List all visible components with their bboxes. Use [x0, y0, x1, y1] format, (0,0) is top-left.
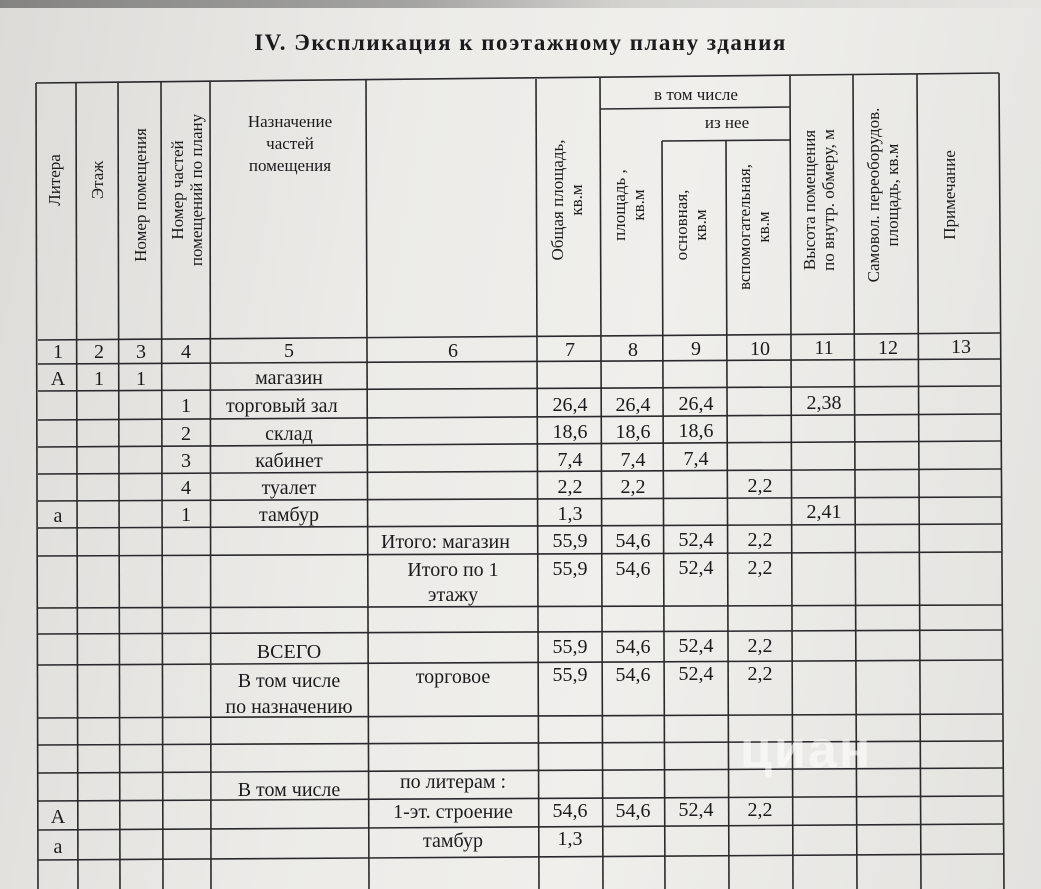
colnum-7: 7 [565, 339, 575, 361]
header-height-l1: Высота помещения [800, 129, 819, 271]
r10-main: 52,4 [678, 663, 714, 685]
r11-by: по литерам : [399, 771, 507, 793]
header-height [800, 100, 838, 300]
r8-label-l2: этажу [427, 584, 479, 606]
r4-area: 7,4 [620, 449, 646, 471]
header-aux-area-l2: кв.м [754, 211, 773, 243]
header-aux-area [735, 142, 773, 312]
header-floor: Этаж [88, 160, 107, 200]
colnum-4: 4 [181, 341, 191, 363]
header-main-area [672, 150, 710, 300]
r12-area: 54,6 [615, 800, 651, 822]
r1-litera: А [50, 368, 66, 390]
r10-area: 54,6 [615, 664, 651, 686]
r12-litera: А [50, 806, 66, 828]
r2-total: 26,4 [552, 394, 588, 416]
r5-name: туалет [261, 477, 317, 499]
header-purpose-l1: Назначение [247, 112, 333, 131]
colnum-1: 1 [53, 341, 63, 363]
r8-aux: 2,2 [747, 557, 773, 579]
r7-aux: 2,2 [747, 529, 773, 551]
header-main-area-l1: основная, [672, 189, 691, 261]
colnum-2: 2 [94, 341, 104, 363]
r10-aux: 2,2 [747, 663, 773, 685]
header-unauthorized-l1: Самовол. переоборудов. [864, 107, 883, 283]
r8-main: 52,4 [678, 557, 714, 579]
header-area-l1: площадь , [610, 169, 629, 241]
r2-part: 1 [181, 395, 191, 417]
header-purpose-l3: помещения [248, 156, 332, 175]
header-of-which: из нее [704, 113, 750, 132]
r12-total: 54,6 [552, 800, 588, 822]
r8-total: 55,9 [552, 558, 588, 580]
r3-main: 18,6 [678, 420, 714, 442]
r11-label: В том числе [237, 779, 341, 801]
header-area [610, 130, 648, 280]
r12-main: 52,4 [678, 799, 714, 821]
r13-name: тамбур [423, 830, 483, 852]
r8-label-l1: Итого по 1 [407, 559, 499, 581]
r4-name: кабинет [255, 450, 323, 472]
colnum-12: 12 [878, 337, 898, 359]
colnum-10: 10 [750, 338, 770, 360]
r6-litera: а [53, 505, 63, 527]
r6-part: 1 [181, 504, 191, 526]
r9-aux: 2,2 [747, 635, 773, 657]
r9-area: 54,6 [615, 636, 651, 658]
r4-main: 7,4 [683, 448, 709, 470]
r7-main: 52,4 [678, 529, 714, 551]
r9-total: 55,9 [552, 636, 588, 658]
r10-label-l2: по назначению [225, 696, 353, 718]
header-total-area-l2: кв.м [567, 184, 586, 216]
colnum-11: 11 [814, 337, 834, 359]
colnum-13: 13 [951, 336, 971, 358]
r1-floor: 1 [94, 368, 104, 390]
r2-name: торговый зал [226, 395, 338, 417]
r12-name: 1-эт. строение [393, 801, 513, 823]
r3-total: 18,6 [552, 421, 588, 443]
header-purpose [215, 111, 365, 177]
r10-label-l1: В том числе [237, 670, 341, 692]
r2-area: 26,4 [615, 394, 651, 416]
colnum-6: 6 [448, 340, 458, 362]
r8-area: 54,6 [615, 558, 651, 580]
header-area-l2: кв.м [629, 189, 648, 221]
r6-total: 1,3 [557, 503, 583, 525]
header-total-area [548, 110, 586, 290]
header-part-number [168, 90, 206, 290]
r3-area: 18,6 [615, 421, 651, 443]
r7-area: 54,6 [615, 530, 651, 552]
header-aux-area-l1: вспомогательная, [735, 164, 754, 291]
r3-name: склад [265, 423, 313, 445]
header-including: в том числе [654, 85, 738, 104]
header-main-area-l2: кв.м [691, 209, 710, 241]
r7-label: Итого: магазин [381, 531, 510, 553]
r2-height: 2,38 [806, 392, 842, 414]
r1-name: магазин [255, 367, 323, 389]
header-note: Примечание [940, 150, 959, 240]
colnum-8: 8 [628, 339, 638, 361]
colnum-5: 5 [284, 340, 294, 362]
r5-total: 2,2 [557, 476, 583, 498]
header-unauthorized-l2: площадь, кв.м [883, 143, 902, 247]
header-part-number-l1: Номер частей [168, 140, 187, 240]
r10-total: 55,9 [552, 664, 588, 686]
r5-aux: 2,2 [747, 475, 773, 497]
r7-total: 55,9 [552, 530, 588, 552]
r2-main: 26,4 [678, 393, 714, 415]
header-purpose-l2: частей [266, 134, 314, 153]
r5-area: 2,2 [620, 476, 646, 498]
header-total-area-l1: Общая площадь, [548, 139, 567, 261]
r1-room: 1 [136, 368, 146, 390]
colnum-9: 9 [691, 338, 701, 360]
header-height-l2: по внутр. обмеру, м [819, 129, 838, 271]
r13-total: 1,3 [557, 828, 583, 850]
header-part-number-l2: помещений по плану [187, 113, 206, 267]
r12-aux: 2,2 [747, 799, 773, 821]
r6-height: 2,41 [806, 501, 842, 523]
document-title: IV. Экспликация к поэтажному плану здания [254, 30, 787, 55]
header-litera: Литера [45, 154, 64, 206]
r3-part: 2 [181, 423, 191, 445]
r10-purpose: торговое [415, 666, 491, 688]
header-room-number: Номер помещения [131, 128, 150, 262]
r6-name: тамбур [259, 504, 319, 526]
r5-part: 4 [181, 477, 191, 499]
r4-total: 7,4 [557, 449, 583, 471]
r13-litera: а [53, 836, 63, 858]
header-unauthorized [864, 85, 902, 305]
r9-main: 52,4 [678, 635, 714, 657]
cian-watermark: циан [740, 721, 873, 779]
r4-part: 3 [181, 450, 191, 472]
r9-label: ВСЕГО [256, 641, 322, 663]
colnum-3: 3 [136, 341, 146, 363]
